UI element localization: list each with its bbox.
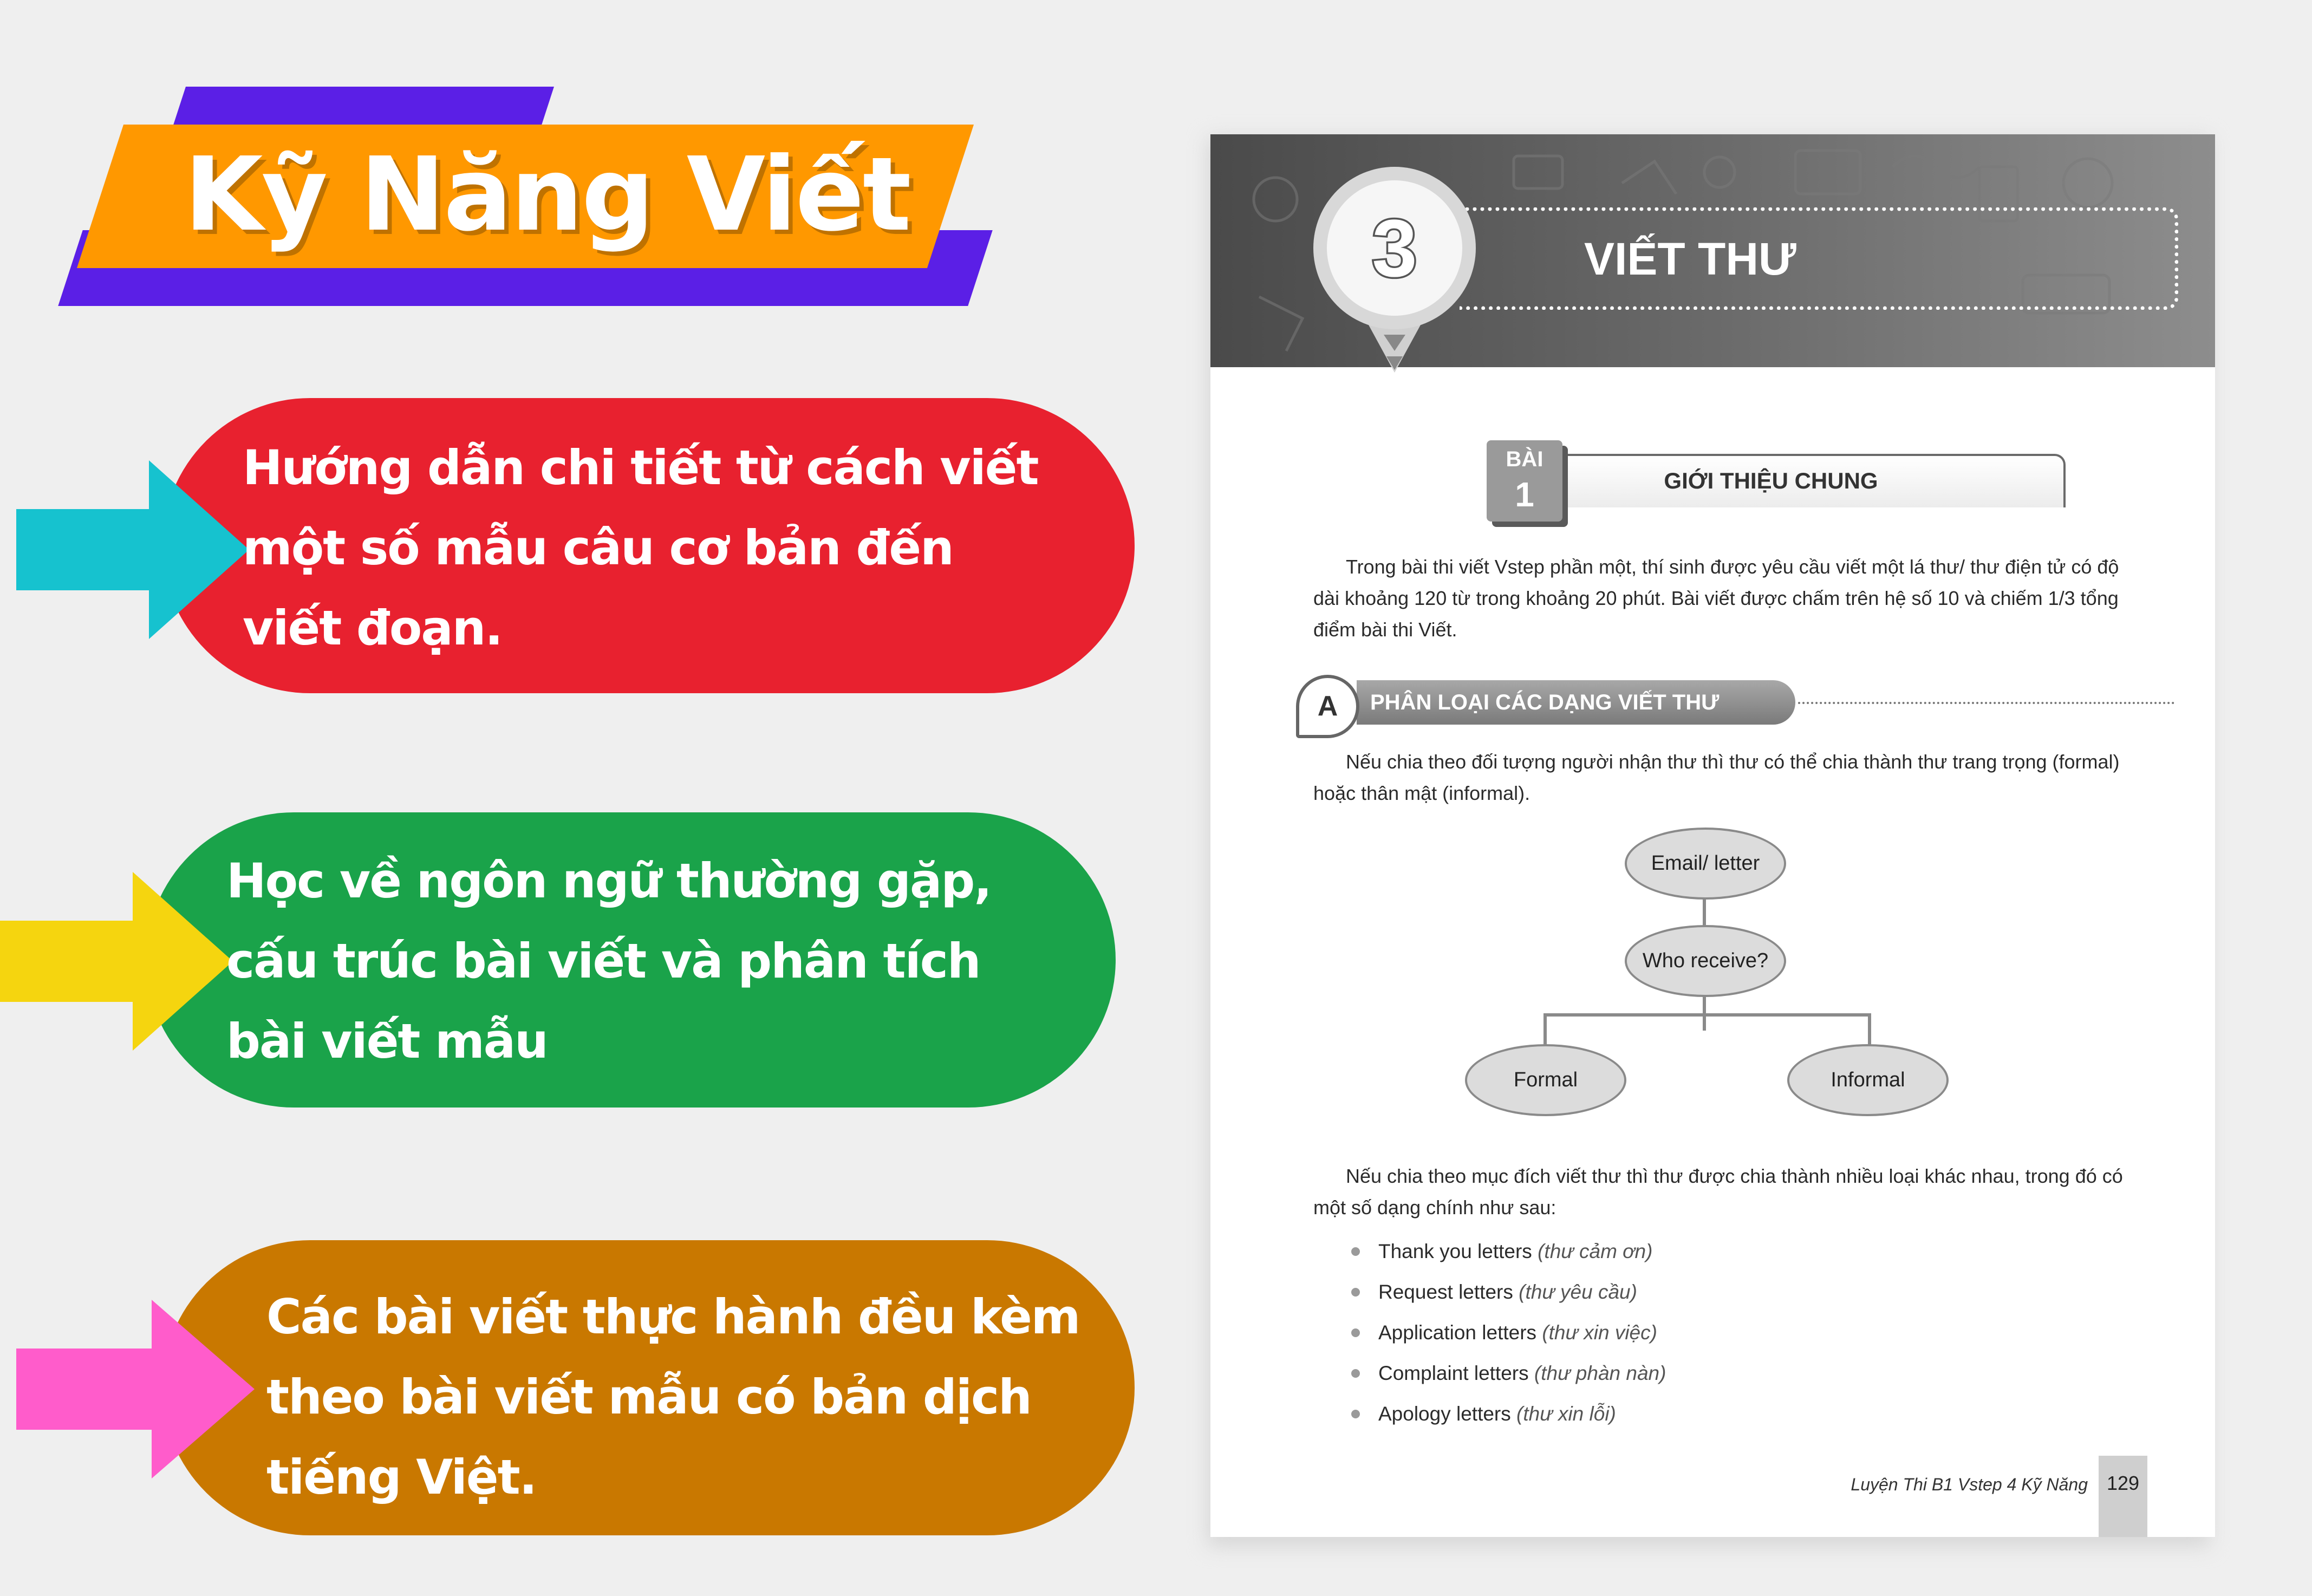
section-title: PHÂN LOẠI CÁC DẠNG VIẾT THƯ <box>1370 690 1720 714</box>
feature-line: Hướng dẫn chi tiết từ cách viết <box>243 440 1038 496</box>
feature-line: bài viết mẫu <box>226 1013 548 1069</box>
bullet-icon <box>1351 1410 1360 1418</box>
diagram-connector <box>1868 1013 1871 1046</box>
arrow-right-icon <box>0 872 233 1051</box>
bullet-icon <box>1351 1328 1360 1337</box>
text-line: hoặc thân mật (informal). <box>1313 782 1531 804</box>
list-item: Apology letters (thư xin lỗi) <box>1313 1393 1666 1434</box>
arrow-right-icon <box>16 460 249 639</box>
chapter-title: VIẾT THƯ <box>1584 233 1796 284</box>
book-title-footer: Luyện Thi B1 Vstep 4 Kỹ Năng <box>1851 1475 2088 1494</box>
list-item: Complaint letters (thư phàn nàn) <box>1313 1353 1666 1393</box>
arrow-right-icon <box>16 1300 255 1478</box>
page-title: Kỹ Năng Viết <box>184 135 910 254</box>
bullet-icon <box>1351 1247 1360 1256</box>
feature-line: Học về ngôn ngữ thường gặp, <box>226 853 991 909</box>
diagram-node-root: Email/ letter <box>1625 828 1786 900</box>
section-divider <box>1798 702 2174 704</box>
intro-paragraph <box>1313 551 2119 646</box>
feature-line: theo bài viết mẫu có bản dịch <box>266 1369 1031 1425</box>
diagram-connector <box>1543 1013 1547 1046</box>
page-number-tab <box>2099 1456 2147 1537</box>
text-line: Trong bài thi viết Vstep phần một, thí sinh được yêu cầu viết một lá thư/ thư điện tử có độ <box>1346 556 2119 578</box>
chapter-title-frame <box>1460 207 2178 310</box>
text-line: một số dạng chính như sau: <box>1313 1196 1556 1219</box>
diagram-node-formal: Formal <box>1465 1044 1626 1116</box>
text-line: dài khoảng 120 từ trong khoảng 20 phút. Bài viết được chấm trên hệ số 10 và chiếm 1/3 tổng <box>1313 587 2119 609</box>
text-line: điểm bài thi Viết. <box>1313 618 1457 641</box>
text-line: Nếu chia theo đối tượng người nhận thư thì thư có thể chia thành thư trang trọng (formal) <box>1346 751 2120 773</box>
section-letter: A <box>1317 690 1338 722</box>
book-page <box>1210 134 2215 1537</box>
lesson-label: BÀI <box>1506 447 1543 471</box>
feature-line: một số mẫu câu cơ bản đến <box>243 520 953 576</box>
feature-line: viết đoạn. <box>243 600 502 656</box>
list-item: Application letters (thư xin việc) <box>1313 1312 1666 1353</box>
paragraph-purposes <box>1313 1161 2123 1223</box>
feature-text-1 <box>243 428 1038 668</box>
banner-accent-top <box>172 87 554 130</box>
feature-text-2 <box>226 841 991 1082</box>
feature-line: cấu trúc bài viết và phân tích <box>226 933 980 989</box>
chapter-number: 3 <box>1372 203 1417 294</box>
text-line: Nếu chia theo mục đích viết thư thì thư được chia thành nhiều loại khác nhau, trong đó có <box>1346 1165 2123 1187</box>
page-number: 129 <box>2106 1472 2140 1494</box>
feature-line: Các bài viết thực hành đều kèm <box>266 1289 1080 1345</box>
letter-types-list <box>1313 1231 1666 1434</box>
paragraph-recipients <box>1313 746 2120 809</box>
diagram-connector <box>1543 1013 1871 1017</box>
lesson-title: GIỚI THIỆU CHUNG <box>1664 468 1878 493</box>
feature-text-3 <box>266 1277 1079 1517</box>
diagram-node-informal: Informal <box>1787 1044 1949 1116</box>
bullet-icon <box>1351 1369 1360 1378</box>
feature-line: tiếng Việt. <box>266 1449 537 1505</box>
lesson-number: 1 <box>1515 475 1534 514</box>
bullet-icon <box>1351 1288 1360 1297</box>
list-item: Request letters (thư yêu cầu) <box>1313 1272 1666 1312</box>
diagram-connector <box>1703 993 1706 1031</box>
diagram-node-question: Who receive? <box>1625 925 1786 997</box>
diagram-connector <box>1703 895 1706 928</box>
list-item: Thank you letters (thư cảm ơn) <box>1313 1231 1666 1272</box>
